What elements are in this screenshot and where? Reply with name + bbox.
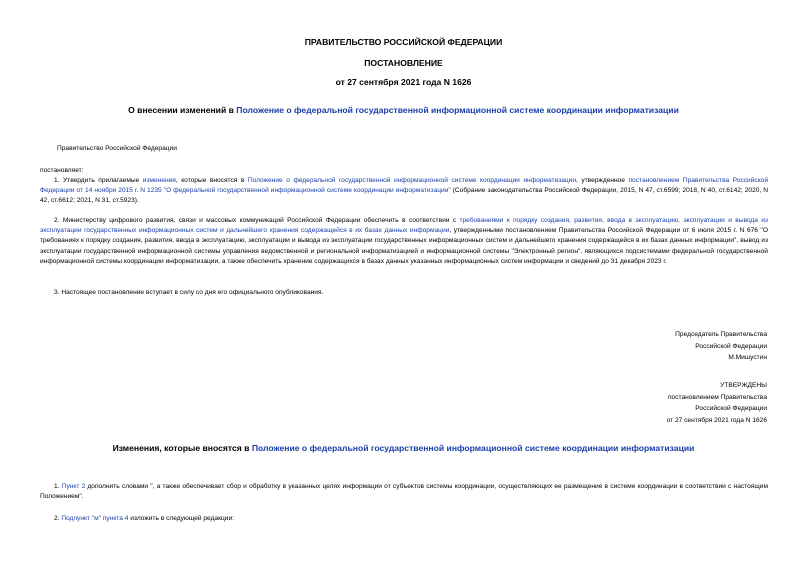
signature-name: М.Мишустин bbox=[728, 354, 767, 362]
c1-text-c: дополнить словами ", а также обеспечивает сбор и обработку в указанных целях информации от субъектов системы координации, осуществляющих ее размещение в системе координации в соответствии с настоящим Положением". bbox=[40, 483, 768, 501]
title-prefix: О внесении изменений в bbox=[128, 105, 237, 115]
changes-title bbox=[0, 443, 807, 453]
approved-label: УТВЕРЖДЕНЫ bbox=[720, 382, 767, 389]
changes-title-prefix: Изменения, которые вносятся в bbox=[112, 443, 252, 453]
approved-line4: от 27 сентября 2021 года N 1626 bbox=[666, 416, 767, 424]
c1-text-a: 1. bbox=[54, 483, 62, 490]
change-item-1 bbox=[40, 482, 768, 502]
p1-text-g: (Собрание законодательства Российской Федерации, 2015, N 47, ст.6599; 2018, N 40, ст.6142; 2020, N 42, ст.6612; 2021, N 31, ст.5923). bbox=[40, 187, 768, 205]
changes-title-link[interactable]: Положение о федеральной государственной информационной системе координации информатизации bbox=[251, 443, 695, 453]
signature-title-line1: Председатель Правительства bbox=[675, 331, 767, 338]
paragraph-2 bbox=[40, 216, 768, 267]
paragraph-1 bbox=[40, 176, 768, 207]
p2-text-c: , утвержденными постановлением Правительства Российской Федерации от 6 июля 2015 г. N 676 "О требованиях к порядку создания, развития, ввода в эксплуатацию, эксплуатации и вывода из эксплуатации государственных информационных систем и дальнейшего хранения содержащейся в их базах данных информации" bbox=[40, 227, 768, 245]
title-link[interactable]: Положение о федеральной государственной информационной системе координации информатизации bbox=[236, 105, 679, 115]
subitem-m-link[interactable]: Подпункт "м" пункта 4 bbox=[61, 515, 129, 522]
p2-text-d: , вывод из эксплуатации государственной информационной системы управления ведомственной и региональной информатизацией и информационной системы "Электронный регион", являющихся подсистемами федеральной государственной информационной системы координации информатизации, а также обеспечить хранение содержащихся в базах данных указанных информационных систем информации и сведений до 31 декабря 2023 г. bbox=[40, 237, 768, 265]
p1-text-e: , утвержденное bbox=[576, 177, 629, 184]
approved-line2: постановлением Правительства bbox=[667, 393, 767, 401]
p2-text-a: 2. Министерству цифрового развития, связи и массовых коммуникаций Российской Федерации обеспечить в соответствии с bbox=[54, 217, 460, 224]
approved-line3: Российской Федерации bbox=[695, 405, 767, 413]
c2-text-a: 2. bbox=[54, 515, 62, 522]
signature-block bbox=[467, 329, 767, 364]
resolution-1235-link[interactable]: постановлением Правительства Российской Федерации от 14 ноября 2015 г. N 1235 "О федеральной государственной информационной системе координации информатизации" bbox=[40, 177, 769, 195]
regulation-link[interactable]: Положение о федеральной государственной информационной системе координации информатизации bbox=[247, 177, 577, 184]
signature-title-line2: Российской Федерации bbox=[695, 342, 767, 350]
c2-text-c: изложить в следующей редакции: bbox=[128, 515, 234, 522]
document-title bbox=[0, 105, 807, 115]
date-number-heading: от 27 сентября 2021 года N 1626 bbox=[335, 77, 472, 87]
paragraph-3: 3. Настоящее постановление вступает в силу со дня его официального опубликования. bbox=[54, 289, 324, 296]
p1-text-a: 1. Утвердить прилагаемые bbox=[54, 177, 143, 184]
approval-block bbox=[467, 380, 767, 426]
item-2-link[interactable]: Пункт 2 bbox=[61, 483, 86, 490]
government-heading: ПРАВИТЕЛЬСТВО РОССИЙСКОЙ ФЕДЕРАЦИИ bbox=[304, 37, 503, 47]
p1-text-c: , которые вносятся в bbox=[175, 177, 248, 184]
doc-type-heading: ПОСТАНОВЛЕНИЕ bbox=[364, 58, 443, 68]
resolves-text: постановляет: bbox=[40, 167, 84, 174]
issuer-text: Правительство Российской Федерации bbox=[57, 145, 177, 152]
requirements-link[interactable]: требованиями к порядку создания, развития, ввода в эксплуатацию, эксплуатации и вывода из эксплуатации государственных информационных систем и дальнейшего хранения содержащейся в их базах данных информации bbox=[40, 217, 769, 235]
changes-link[interactable]: изменения bbox=[142, 177, 176, 184]
change-item-2 bbox=[54, 514, 234, 524]
